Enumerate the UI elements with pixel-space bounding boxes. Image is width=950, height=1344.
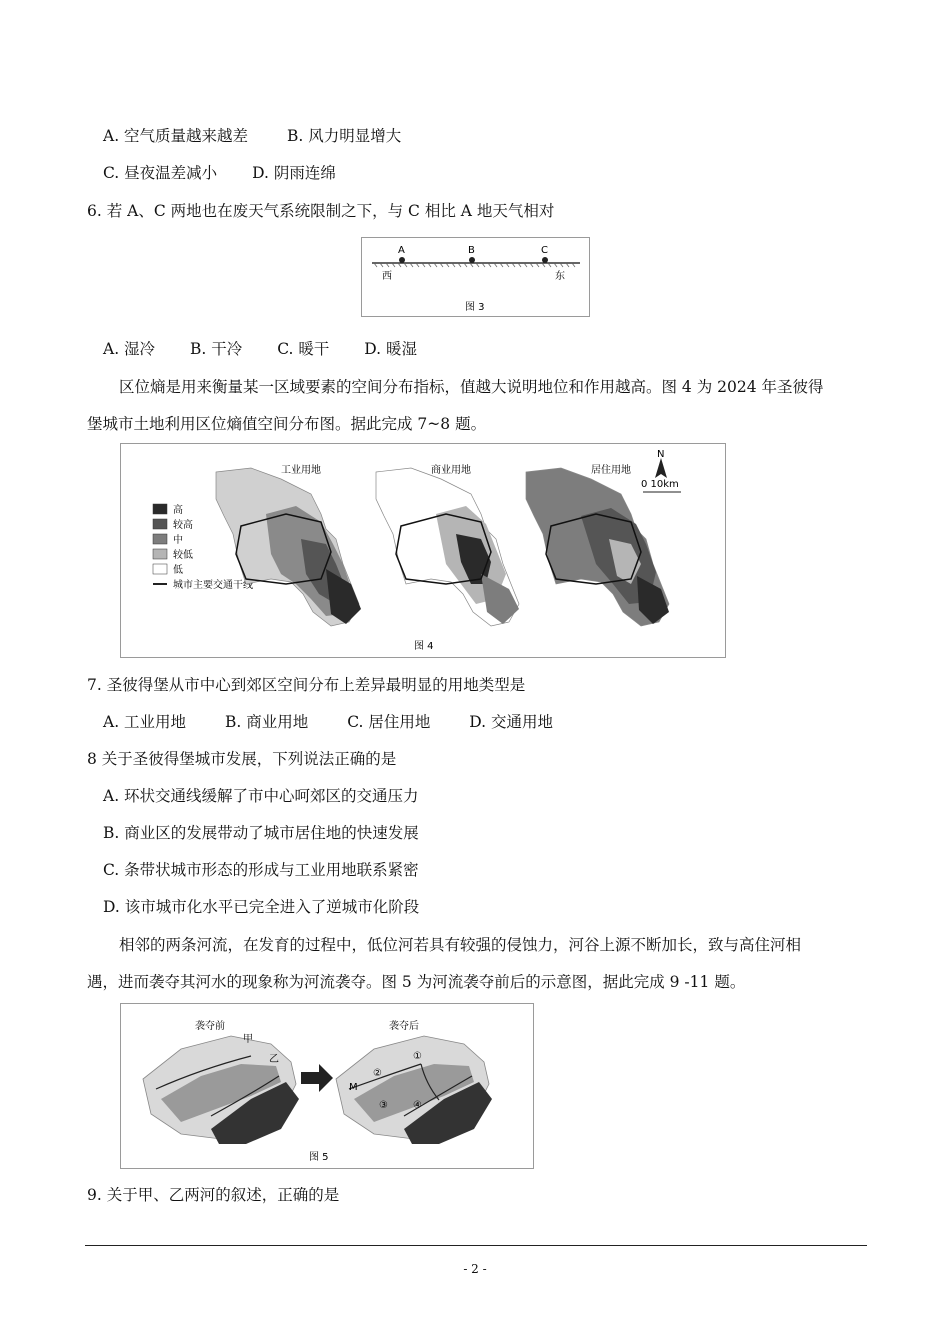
before-label: 袭夺前	[195, 1021, 225, 1032]
page-number: - 2 -	[463, 1262, 487, 1276]
north-arrow-icon	[655, 449, 667, 478]
q8-option-a: A. 环状交通线缓解了市中心呵郊区的交通压力	[103, 787, 419, 805]
panel-title-residential: 居住用地	[591, 465, 631, 476]
point-b-marker	[469, 257, 475, 263]
figure-4-caption: 图 4	[414, 641, 434, 652]
figure-3-caption: 图 3	[465, 302, 485, 313]
q8-option-d: D. 该市城市化水平已完全进入了逆城市化阶段	[103, 898, 420, 916]
q6-option-d: D. 暖湿	[364, 340, 418, 358]
legend-label-low: 低	[173, 565, 183, 576]
terrain-before	[143, 1019, 299, 1144]
q7-option-c: C. 居住用地	[347, 713, 431, 731]
passage-river-line2: 遇，进而袭夺其河水的现象称为河流袭夺。图 5 为河流袭夺前后的示意图，据此完成 9 -11 题。	[87, 973, 746, 991]
panel-title-industrial: 工业用地	[281, 465, 321, 476]
q6-option-c: C. 暖干	[277, 340, 330, 358]
arrow-right-icon	[301, 1064, 333, 1092]
figure-5-caption: 图 5	[309, 1152, 329, 1163]
point-b-label: B	[468, 245, 475, 256]
passage-river-line1: 相邻的两条河流，在发育的过程中，低位河若具有较强的侵蚀力，河谷上源不断加长，致与高住河相	[119, 936, 802, 954]
q9-stem: 9. 关于甲、乙两河的叙述，正确的是	[87, 1186, 340, 1204]
q8-option-c: C. 条带状城市形态的形成与工业用地联系紧密	[103, 861, 419, 879]
q6-options	[103, 337, 417, 359]
q5-option-a: A. 空气质量越来越差	[103, 127, 249, 145]
q7-stem: 7. 圣彼得堡从市中心到郊区空间分布上差异最明显的用地类型是	[87, 676, 526, 694]
passage-entropy-line2: 堡城市土地利用区位熵值空间分布图。据此完成 7~8 题。	[87, 415, 487, 433]
m-label: M	[349, 1082, 358, 1093]
map-panel-commercial	[376, 463, 519, 626]
point-c-label: C	[541, 245, 548, 256]
figure-5	[120, 1003, 534, 1169]
figure-3-diagram	[362, 238, 589, 316]
point-a-marker	[399, 257, 405, 263]
q5-option-c: C. 昼夜温差减小	[103, 164, 218, 182]
point-a-label: A	[398, 245, 405, 256]
scale-label: 0 10km	[641, 479, 679, 490]
q5-option-b: B. 风力明显增大	[287, 127, 402, 145]
q7-options	[103, 710, 553, 732]
q8-option-b: B. 商业区的发展带动了城市居住地的快速发展	[103, 824, 419, 842]
figure-5-diagram	[121, 1004, 533, 1168]
legend-swatch-low	[153, 564, 167, 574]
q5-options-row1	[103, 124, 401, 146]
figure-4-maps	[121, 444, 725, 657]
terrain-after	[336, 1019, 492, 1144]
legend-swatch-low-mid	[153, 549, 167, 559]
figure-3	[361, 237, 590, 317]
footer-divider	[85, 1245, 867, 1246]
q6-option-b: B. 干冷	[190, 340, 243, 358]
east-label: 东	[555, 271, 565, 282]
legend-swatch-mid-high	[153, 519, 167, 529]
circle-2-label: ②	[373, 1068, 382, 1079]
legend-label-mid: 中	[173, 535, 183, 546]
legend-label-traffic: 城市主要交通干线	[173, 580, 253, 591]
jia-label: 甲	[243, 1034, 253, 1045]
legend-label-low-mid: 较低	[173, 550, 193, 561]
circle-4-label: ④	[413, 1100, 422, 1111]
after-label: 袭夺后	[389, 1021, 419, 1032]
yi-label: 乙	[269, 1054, 279, 1065]
q5-options-row2	[103, 161, 336, 183]
q7-option-a: A. 工业用地	[103, 713, 187, 731]
q7-option-d: D. 交通用地	[469, 713, 554, 731]
q8-stem: 8 关于圣彼得堡城市发展，下列说法正确的是	[87, 750, 397, 768]
q6-stem: 6. 若 A、C 两地也在废天气系统限制之下，与 C 相比 A 地天气相对	[87, 202, 555, 220]
legend-label-high: 高	[173, 505, 183, 516]
legend-label-mid-high: 较高	[173, 520, 193, 531]
circle-3-label: ③	[379, 1100, 388, 1111]
legend-swatch-high	[153, 504, 167, 514]
north-label: N	[657, 449, 665, 460]
legend-swatch-mid	[153, 534, 167, 544]
circle-1-label: ①	[413, 1051, 422, 1062]
q7-option-b: B. 商业用地	[225, 713, 309, 731]
panel-title-commercial: 商业用地	[431, 465, 471, 476]
figure-4	[120, 443, 726, 658]
q5-option-d: D. 阴雨连绵	[252, 164, 336, 182]
point-c-marker	[542, 257, 548, 263]
map-panel-industrial	[216, 463, 361, 626]
west-label: 西	[382, 271, 392, 282]
passage-entropy-line1: 区位熵是用来衡量某一区域要素的空间分布指标，值越大说明地位和作用越高。图 4 为 2024 年圣彼得	[119, 378, 824, 396]
q6-option-a: A. 湿冷	[103, 340, 156, 358]
